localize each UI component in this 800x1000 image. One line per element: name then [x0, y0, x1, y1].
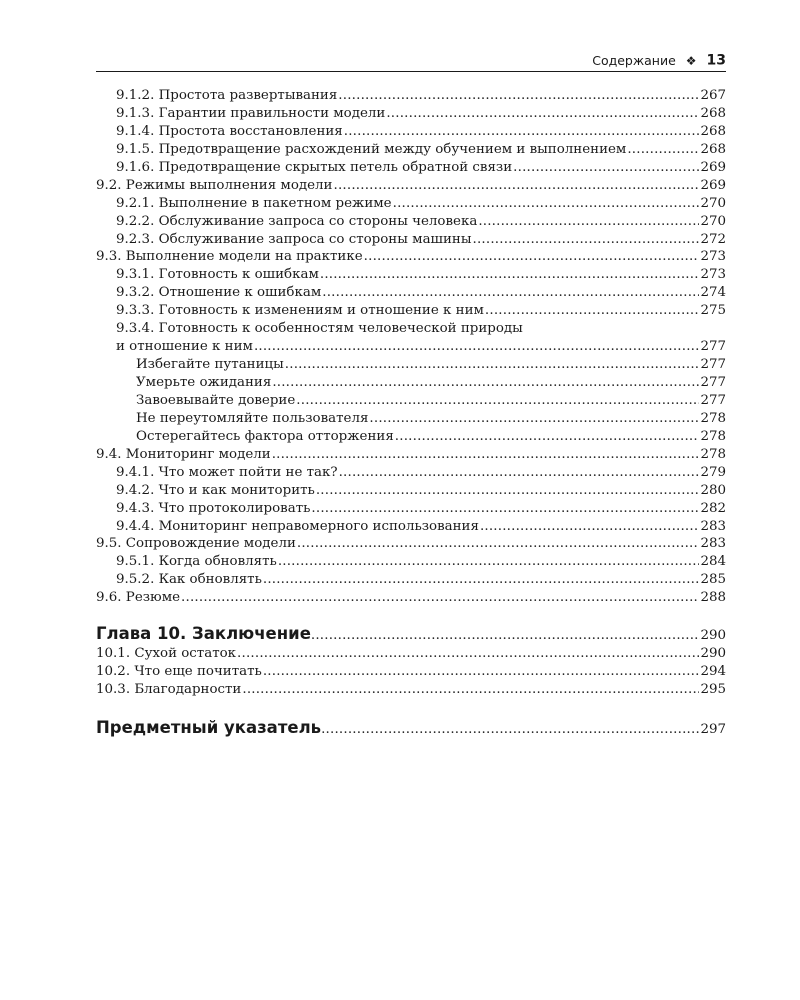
toc-subentry[interactable]: Избегайте путаницы ..... 277 [96, 356, 726, 374]
toc-entry[interactable]: 9.2.3. Обслуживание запроса со стороны машины ..... 272 [96, 231, 726, 249]
toc-entry[interactable]: 9.4.4. Мониторинг неправомерного использования ..... 283 [96, 518, 726, 536]
toc-entry[interactable]: 9.5.2. Как обновлять ..... 285 [96, 571, 726, 589]
toc-subentry[interactable]: Умерьте ожидания ..... 277 [96, 374, 726, 392]
toc-section[interactable]: 10.3. Благодарности ..... 295 [96, 681, 726, 699]
toc-entry[interactable]: 9.1.3. Гарантии правильности модели ..... 268 [96, 105, 726, 123]
toc-section[interactable]: 9.6. Резюме ..... 288 [96, 589, 726, 607]
header-rule [96, 71, 726, 72]
toc-entry[interactable]: 9.4.2. Что и как мониторить ..... 280 [96, 482, 726, 500]
chapter-title: Глава 10. Заключение [96, 624, 311, 644]
toc-subentry[interactable]: Остерегайтесь фактора отторжения ..... 278 [96, 428, 726, 446]
toc-section[interactable]: 9.3. Выполнение модели на практике ..... 273 [96, 248, 726, 266]
diamond-separator-icon: ❖ [685, 53, 697, 68]
toc-entry[interactable]: 9.3.1. Готовность к ошибкам ..... 273 [96, 266, 726, 284]
toc-entry[interactable]: 9.4.3. Что протоколировать ..... 282 [96, 500, 726, 518]
toc-subentry[interactable]: Не переутомляйте пользователя ..... 278 [96, 410, 726, 428]
toc-index[interactable]: Предметный указатель ..... 297 [96, 717, 726, 739]
toc-entry-line1[interactable]: 9.3.4. Готовность к особенностям человеческой природы [116, 321, 523, 337]
toc-entry[interactable]: 9.3.2. Отношение к ошибкам ..... 274 [96, 284, 726, 302]
index-title: Предметный указатель [96, 718, 322, 737]
header-section-title: Содержание [592, 53, 676, 68]
toc-entry[interactable]: 9.5.1. Когда обновлять ..... 284 [96, 553, 726, 571]
toc-entry[interactable]: 9.1.5. Предотвращение расхождений между обучением и выполнением ..... 268 [96, 141, 726, 159]
toc-entry[interactable]: 9.1.4. Простота восстановления ..... 268 [96, 123, 726, 141]
toc-entry[interactable]: 9.3.3. Готовность к изменениям и отношение к ним ..... 275 [96, 302, 726, 320]
running-header [96, 52, 726, 70]
table-of-contents [96, 87, 726, 739]
toc-chapter-10[interactable]: Глава 10. Заключение ..... 290 [96, 623, 726, 645]
toc-subentry[interactable]: Завоевывайте доверие ..... 277 [96, 392, 726, 410]
toc-section[interactable]: 9.2. Режимы выполнения модели ..... 269 [96, 177, 726, 195]
toc-section[interactable]: 10.1. Сухой остаток ..... 290 [96, 645, 726, 663]
toc-entry[interactable]: 9.2.1. Выполнение в пакетном режиме ..... 270 [96, 195, 726, 213]
toc-entry[interactable]: 9.1.6. Предотвращение скрытых петель обратной связи ..... 269 [96, 159, 726, 177]
toc-section[interactable]: 10.2. Что еще почитать ..... 294 [96, 663, 726, 681]
toc-entry[interactable]: 9.1.2. Простота развертывания ..... 267 [96, 87, 726, 105]
header-page-number: 13 [706, 52, 726, 69]
toc-entry[interactable]: 9.4.1. Что может пойти не так? ..... 279 [96, 464, 726, 482]
toc-entry[interactable]: и отношение к ним ..... 277 [96, 338, 726, 356]
toc-section[interactable]: 9.4. Мониторинг модели ..... 278 [96, 446, 726, 464]
toc-entry[interactable]: 9.2.2. Обслуживание запроса со стороны человека ..... 270 [96, 213, 726, 231]
toc-section[interactable]: 9.5. Сопровождение модели ..... 283 [96, 535, 726, 553]
